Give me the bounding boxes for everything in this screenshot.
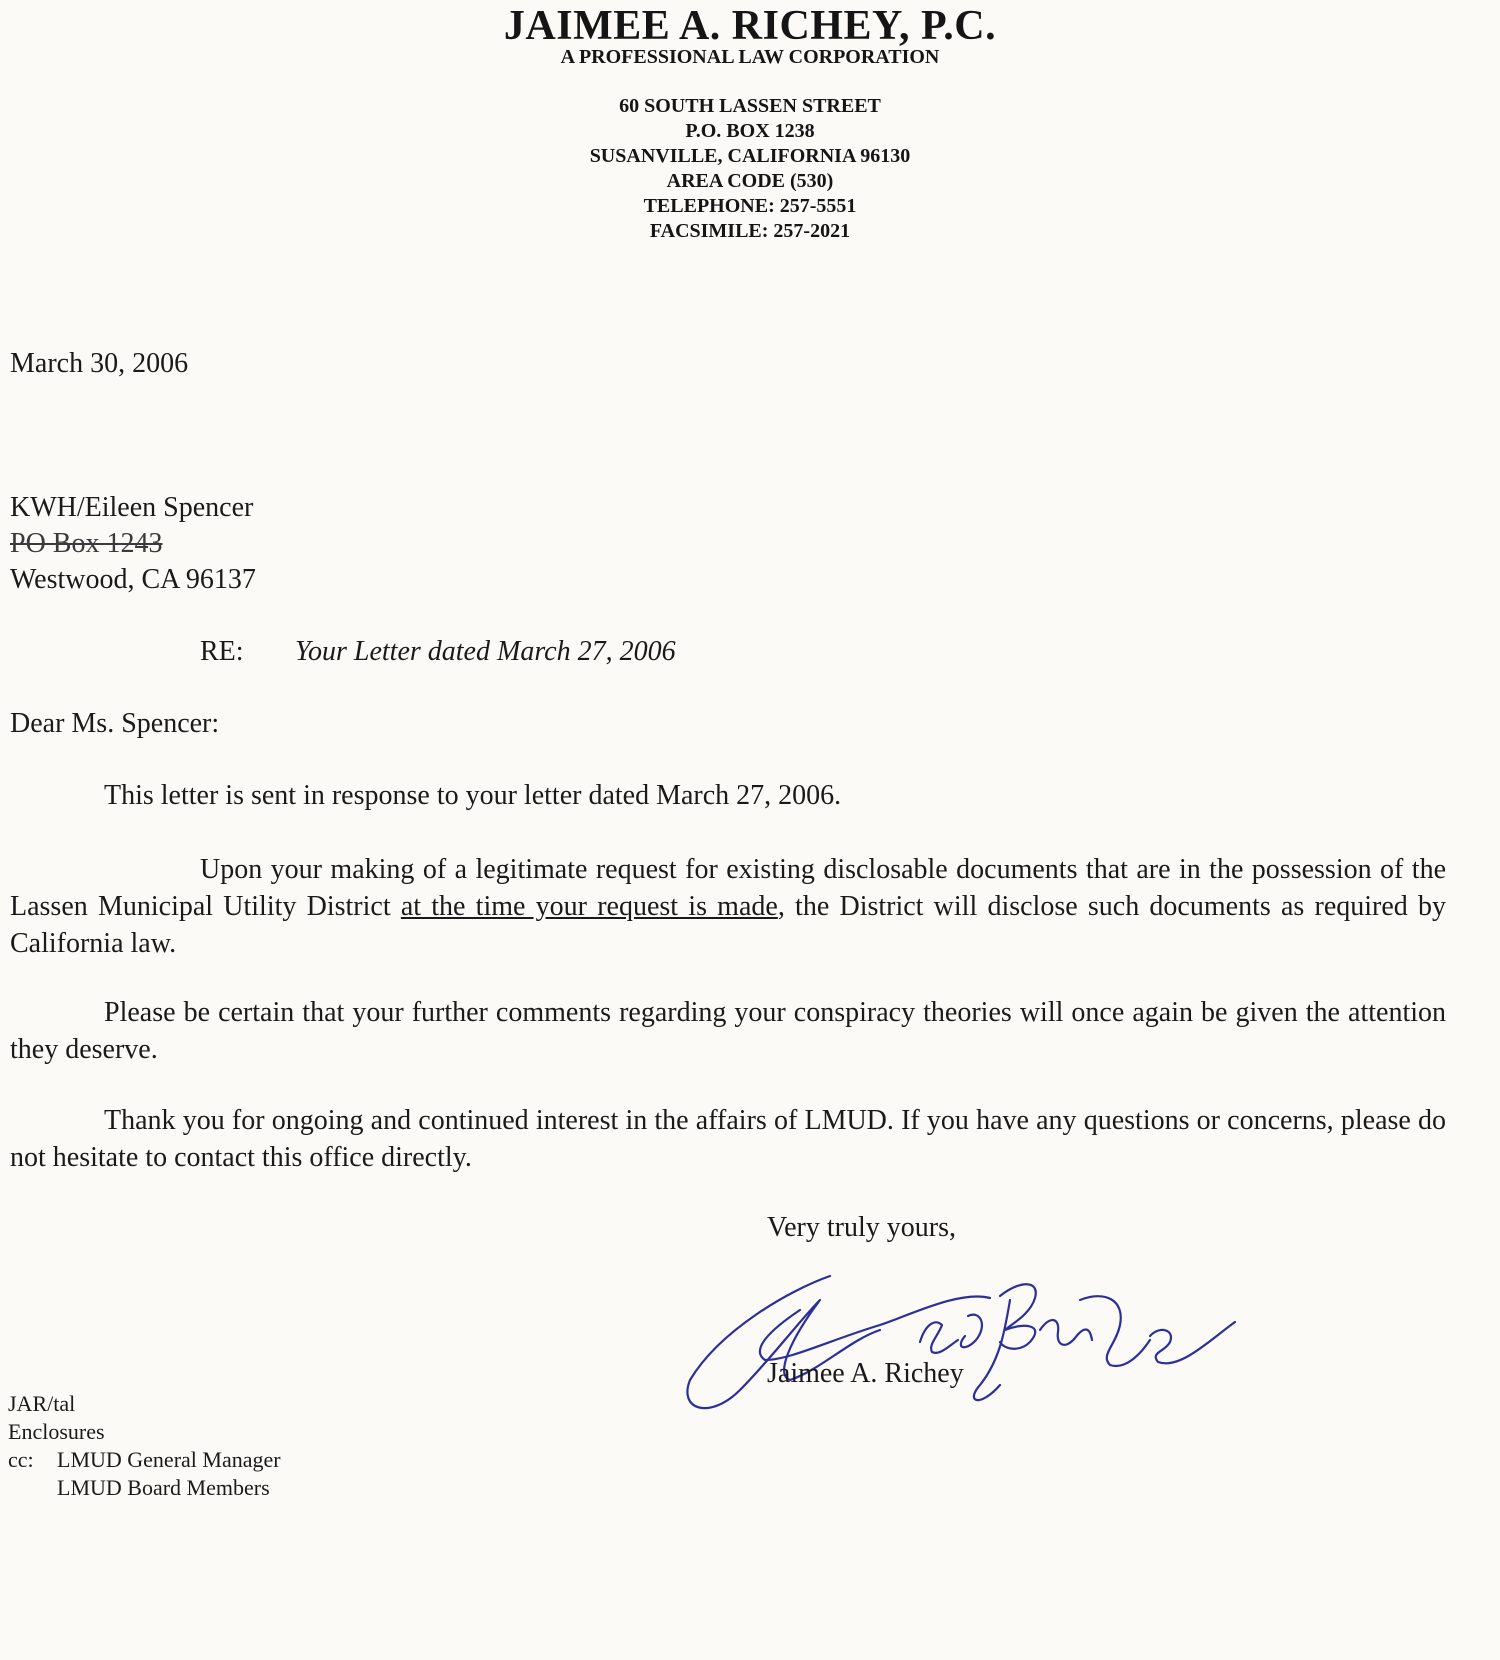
address-area-code: AREA CODE (530) xyxy=(666,170,834,192)
closing: Very truly yours, xyxy=(767,1212,956,1243)
paragraph-2-end: , the District will disclose such documents as required by California law. xyxy=(10,891,1447,959)
recipient-name: KWH/Eileen Spencer xyxy=(10,492,254,523)
firm-address xyxy=(0,94,1500,244)
address-city: SUSANVILLE, CALIFORNIA 96130 xyxy=(589,145,911,167)
enclosures-note: Enclosures xyxy=(8,1419,105,1444)
cc-label: cc: xyxy=(8,1447,34,1472)
signature-image xyxy=(680,1270,1260,1430)
re-label: RE: xyxy=(200,636,244,667)
cc-recipient-2: LMUD Board Members xyxy=(57,1475,270,1500)
firm-subtitle: A PROFESSIONAL LAW CORPORATION xyxy=(560,46,940,68)
body-paragraph-2 xyxy=(10,851,1446,962)
address-po-box: P.O. BOX 1238 xyxy=(685,120,815,142)
recipient-city: Westwood, CA 96137 xyxy=(10,564,256,595)
address-street: 60 SOUTH LASSEN STREET xyxy=(619,95,881,117)
address-telephone: TELEPHONE: 257-5551 xyxy=(643,195,857,217)
underlined-phrase: at the time your request is made xyxy=(400,891,778,922)
letter-date: March 30, 2006 xyxy=(10,348,189,379)
firm-name: JAIMEE A. RICHEY, P.C. xyxy=(503,3,997,49)
recipient-po-box: PO Box 1243 xyxy=(10,528,163,559)
body-paragraph-4 xyxy=(10,1102,1446,1176)
paragraph-2-start: Upon your making of a legitimate request for existing disclosable documents that are in the possession of the Lassen Municipal Utility District xyxy=(10,854,1446,922)
re-subject: Your Letter dated March 27, 2006 xyxy=(295,636,676,667)
cc-recipient-1: LMUD General Manager xyxy=(57,1447,281,1472)
address-facsimile: FACSIMILE: 257-2021 xyxy=(649,220,851,242)
body-paragraph-1: This letter is sent in response to your letter dated March 27, 2006. xyxy=(104,780,842,811)
typist-initials: JAR/tal xyxy=(8,1391,76,1416)
signer-name: Jaimee A. Richey xyxy=(767,1358,964,1389)
salutation: Dear Ms. Spencer: xyxy=(10,708,220,739)
paragraph-3-text: Please be certain that your further comments regarding your conspiracy theories will once again be given the attention they deserve. xyxy=(10,997,1446,1065)
paragraph-4-text: Thank you for ongoing and continued interest in the affairs of LMUD. If you have any questions or concerns, please do not hesitate to contact this office directly. xyxy=(10,1105,1446,1173)
body-paragraph-3 xyxy=(10,994,1446,1068)
